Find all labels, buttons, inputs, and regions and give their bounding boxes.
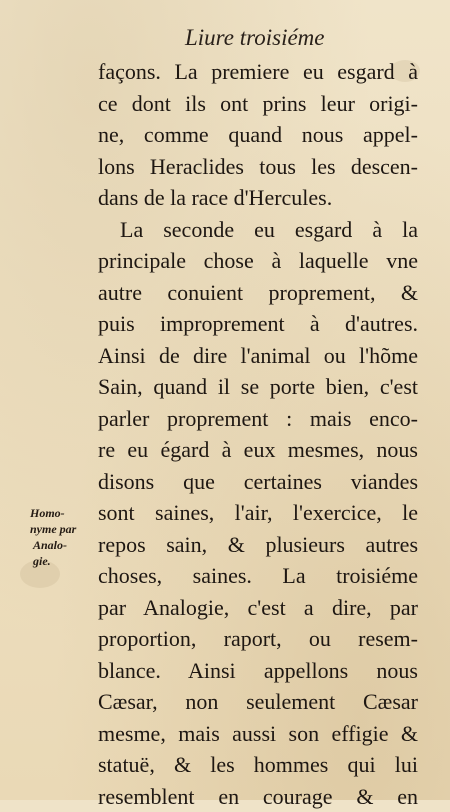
text-line: sont saines, l'air, l'exercice, le [98, 497, 418, 529]
margin-note [30, 505, 92, 569]
margin-note-line: Analo- [30, 537, 92, 553]
text-line: autre conuient proprement, & [98, 277, 418, 309]
text-line: proportion, raport, ou resem- [98, 623, 418, 655]
text-line: repos sain, & plusieurs autres [98, 529, 418, 561]
running-head: Liure troisiéme [185, 25, 435, 51]
body-text [98, 56, 418, 812]
text-line: Cæsar, non seulement Cæsar [98, 686, 418, 718]
text-line: façons. La premiere eu esgard à [98, 56, 418, 88]
text-line: choses, saines. La troisiéme [98, 560, 418, 592]
text-line: ce dont ils ont prins leur origi- [98, 88, 418, 120]
text-line: re eu égard à eux mesmes, nous [98, 434, 418, 466]
text-line: mesme, mais aussi son effigie & [98, 718, 418, 750]
text-line: statuë, & les hommes qui lui [98, 749, 418, 781]
text-line: lons Heraclides tous les descen- [98, 151, 418, 183]
text-line: La seconde eu esgard à la [98, 214, 418, 246]
text-line: disons que certaines viandes [98, 466, 418, 498]
text-line: Sain, quand il se porte bien, c'est [98, 371, 418, 403]
text-line: puis improprement à d'autres. [98, 308, 418, 340]
text-line: blance. Ainsi appellons nous [98, 655, 418, 687]
text-line: dans de la race d'Hercules. [98, 182, 418, 214]
margin-note-line: nyme par [30, 521, 92, 537]
text-line: parler proprement : mais enco- [98, 403, 418, 435]
text-line: resemblent en courage & en [98, 781, 418, 812]
text-line: ne, comme quand nous appel- [98, 119, 418, 151]
margin-note-line: gie. [30, 553, 92, 569]
margin-note-line: Homo- [30, 505, 92, 521]
text-line: Ainsi de dire l'animal ou l'hõme [98, 340, 418, 372]
text-line: principale chose à laquelle vne [98, 245, 418, 277]
text-line: par Analogie, c'est a dire, par [98, 592, 418, 624]
